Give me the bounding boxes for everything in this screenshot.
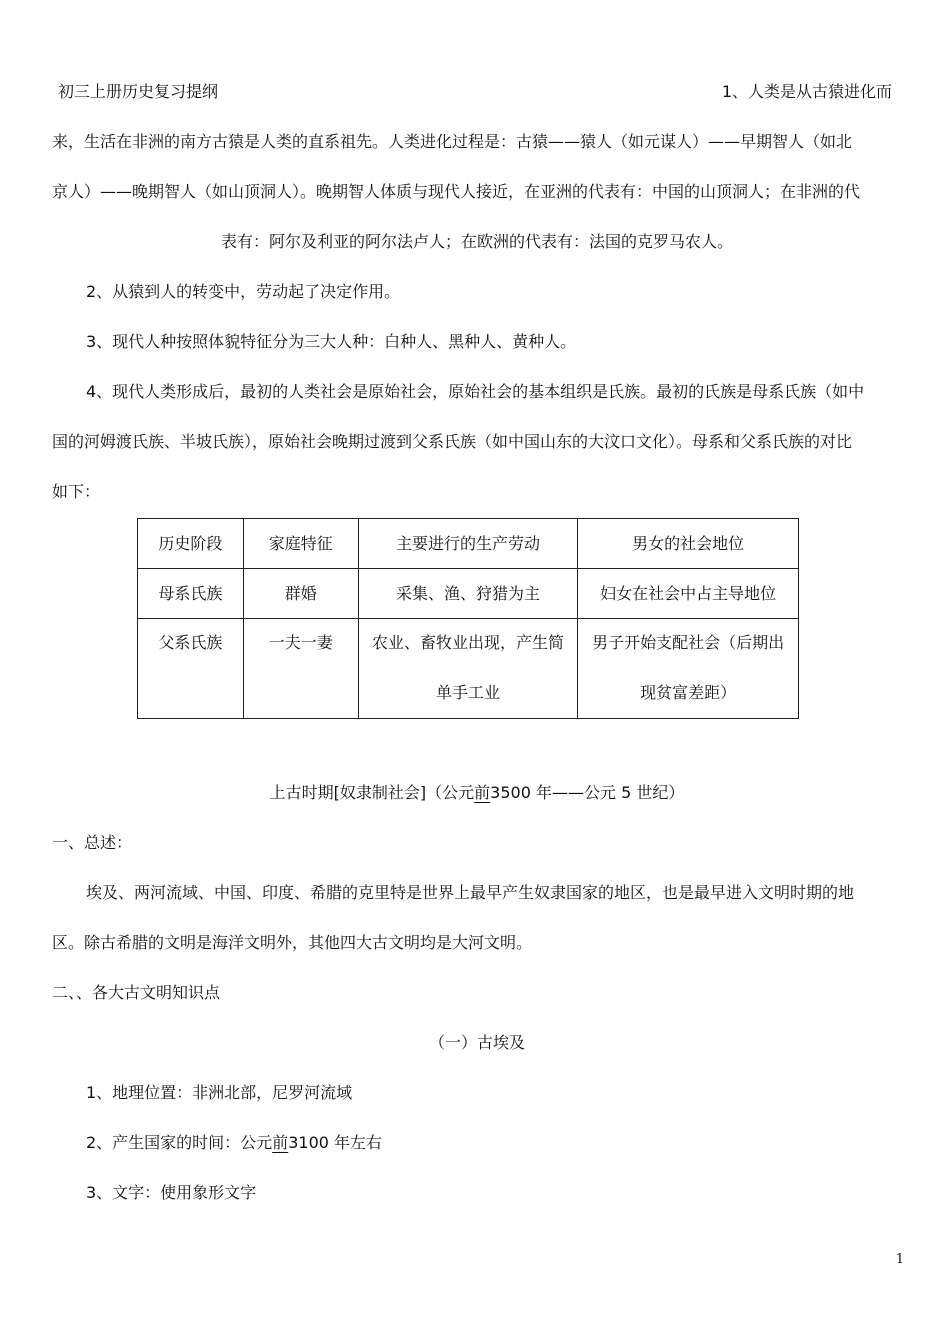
page-number: 1: [895, 1252, 904, 1267]
section-title: [52, 781, 902, 805]
point-4-line-2: 国的河姆渡氏族、半坡氏族），原始社会晚期过渡到父系氏族（如中国山东的大汶口文化）。母系和父系氏族的对比: [52, 432, 853, 451]
table-header-cell: 家庭特征: [243, 519, 358, 569]
table-header-cell: 男女的社会地位: [578, 519, 799, 569]
subheading-egypt: （一）古埃及: [428, 1033, 525, 1052]
header-row: [58, 80, 892, 104]
table-header-cell: 主要进行的生产劳动: [358, 519, 578, 569]
point-3: 3、现代人种按照体貌特征分为三大人种：白种人、黑种人、黄种人。: [86, 332, 577, 351]
cell-text-continued: 现贫富差距）: [640, 683, 737, 702]
table-cell: 群婚: [243, 569, 358, 619]
egypt-point-2-underlined: 前: [272, 1133, 289, 1152]
section-title-pre: 上古时期[奴隶制社会]（公元: [269, 783, 475, 802]
cell-text-continued: 单手工业: [435, 683, 500, 702]
table-cell: 母系氏族: [138, 569, 244, 619]
table-cell: [138, 619, 244, 719]
intro-line-1: 来，生活在非洲的南方古猿是人类的直系祖先。人类进化过程是：古猿——猿人（如元谋人）——早期智人（如北: [52, 132, 853, 151]
table-cell: [358, 619, 578, 719]
clan-comparison-table: [137, 518, 799, 719]
section-title-underlined: 前: [474, 783, 491, 802]
cell-text: 农业、畜牧业出现，产生简: [371, 633, 564, 652]
intro-line-3: 表有：阿尔及利亚的阿尔法卢人；在欧洲的代表有：法国的克罗马农人。: [220, 232, 733, 251]
table-cell: 妇女在社会中占主导地位: [578, 569, 799, 619]
cell-text: 男子开始支配社会（后期出: [592, 633, 785, 652]
table-header-cell: 历史阶段: [138, 519, 244, 569]
point-4-line-3: 如下：: [52, 482, 101, 501]
table-cell: 采集、渔、狩猎为主: [358, 569, 578, 619]
table-header-row: [138, 519, 799, 569]
intro-line-2: 京人）——晚期智人（如山顶洞人）。晚期智人体质与现代人接近，在亚洲的代表有：中国的山顶洞人；在非洲的代: [52, 182, 861, 201]
cell-text: 父系氏族: [158, 633, 223, 652]
cell-text: 一夫一妻: [268, 633, 333, 652]
section-title-post: 3500 年——公元 5 世纪）: [490, 783, 685, 802]
egypt-point-2-post: 3100 年左右: [288, 1133, 383, 1152]
egypt-point-2: [52, 1131, 902, 1155]
egypt-point-1: 1、地理位置：非洲北部，尼罗河流域: [86, 1083, 353, 1102]
summary-line-1: 埃及、两河流域、中国、印度、希腊的克里特是世界上最早产生奴隶国家的地区，也是最早进入文明时期的地: [86, 883, 855, 902]
table-cell: [578, 619, 799, 719]
point-4-line-1: 4、现代人类形成后，最初的人类社会是原始社会，原始社会的基本组织是氏族。最初的氏族是母系氏族（如中: [86, 382, 865, 401]
table-cell: [243, 619, 358, 719]
point-2: 2、从猿到人的转变中，劳动起了决定作用。: [86, 282, 401, 301]
heading-knowledge-points: 二、、各大古文明知识点: [52, 983, 221, 1002]
header-right-text: 1、人类是从古猿进化而: [721, 82, 892, 101]
heading-overview: 一、总述：: [52, 833, 133, 852]
egypt-point-3: 3、文字：使用象形文字: [86, 1183, 257, 1202]
table-row: [138, 619, 799, 719]
egypt-point-2-pre: 2、产生国家的时间：公元: [86, 1133, 273, 1152]
summary-line-2: 区。除古希腊的文明是海洋文明外，其他四大古文明均是大河文明。: [52, 933, 533, 952]
document-title: 初三上册历史复习提纲: [58, 82, 219, 101]
